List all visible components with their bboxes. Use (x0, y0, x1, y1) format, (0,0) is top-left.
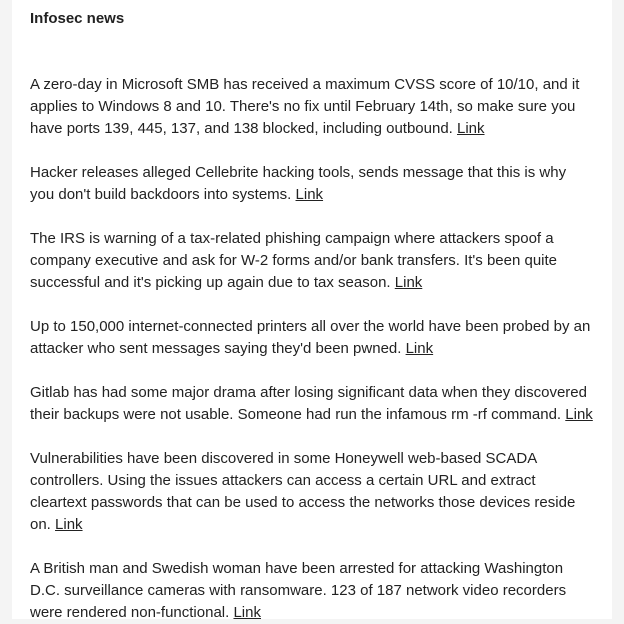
news-item-text: Vulnerabilities have been discovered in some Honeywell web-based SCADA controllers. Using the issues attackers can access a certain URL and extract cleartext passwords that can be used to access the networks those devices reside on. (30, 450, 576, 533)
news-item (30, 162, 594, 206)
news-item-text: Hacker releases alleged Cellebrite hacking tools, sends message that this is why you don't build backdoors into systems. (30, 164, 567, 203)
news-item (30, 448, 594, 536)
news-item-text: A zero-day in Microsoft SMB has received a maximum CVSS score of 10/10, and it applies to Windows 8 and 10. There's no fix until February 14th, so make sure you have ports 139, 445, 137, and 138 blocked, including outbound. (30, 76, 580, 137)
news-item-text: A British man and Swedish woman have been arrested for attacking Washington D.C. surveillance cameras with ransomware. 123 of 187 network video recorders were rendered non-functional. (30, 560, 567, 621)
newsletter-section (12, 0, 612, 619)
news-item-text: Up to 150,000 internet-connected printers all over the world have been probed by an attacker who sent messages saying they'd been pwned. (30, 318, 591, 357)
news-item-link[interactable]: Link (233, 604, 261, 621)
news-item-link[interactable]: Link (405, 340, 434, 357)
section-heading: Infosec news (30, 10, 125, 27)
news-item-link[interactable]: Link (565, 406, 593, 423)
news-item-text: Gitlab has had some major drama after losing significant data when they discovered their backups were not usable. Someone had run the infamous rm -rf command. (30, 384, 587, 423)
news-item-text: The IRS is warning of a tax-related phishing campaign where attackers spoof a company executive and ask for W-2 forms and/or bank transfers. It's been quite successful and it's picking up again due to tax season. (30, 230, 558, 291)
news-item (30, 316, 594, 360)
news-item (30, 382, 594, 426)
news-item-link[interactable]: Link (55, 516, 83, 533)
news-item (30, 74, 594, 140)
news-list (30, 74, 594, 624)
news-item-link[interactable]: Link (394, 274, 423, 291)
news-item-link[interactable]: Link (295, 186, 324, 203)
news-item-link[interactable]: Link (457, 120, 485, 137)
news-item (30, 558, 594, 624)
news-item (30, 228, 594, 294)
